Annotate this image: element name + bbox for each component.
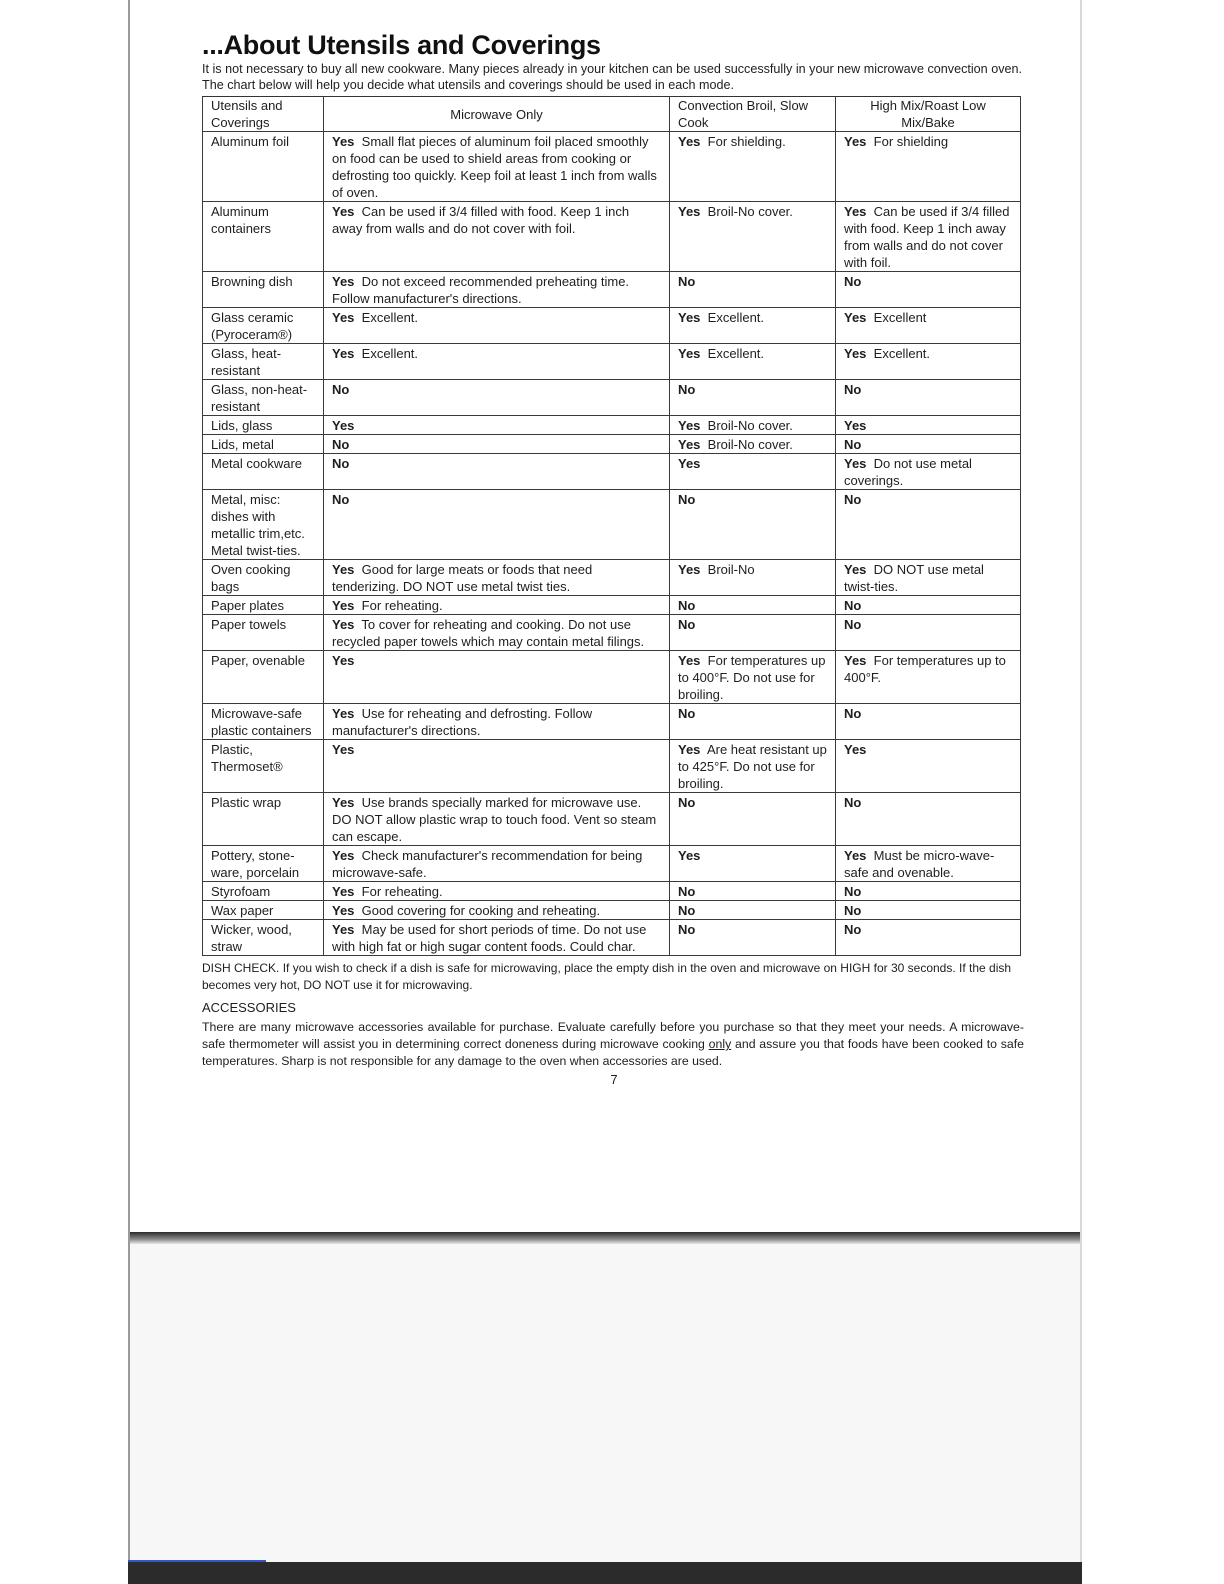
microwave-cell <box>324 344 670 380</box>
mix-cell <box>836 202 1021 272</box>
table-row <box>203 793 1021 846</box>
table-row <box>203 344 1021 380</box>
microwave-cell <box>324 846 670 882</box>
verdict: Yes <box>332 562 355 577</box>
table-row <box>203 416 1021 435</box>
verdict: Yes <box>332 418 355 433</box>
mix-cell <box>836 596 1021 615</box>
dish-check-label: DISH CHECK. <box>202 961 280 975</box>
microwave-cell <box>324 132 670 202</box>
table-row <box>203 454 1021 490</box>
note: Can be used if 3/4 filled with food. Keep 1 inch away from walls and do not cover with foil. <box>844 204 1010 270</box>
microwave-cell <box>324 704 670 740</box>
utensil-name: Plastic wrap <box>203 793 324 846</box>
microwave-cell <box>324 308 670 344</box>
verdict: Yes <box>332 884 355 899</box>
convection-cell <box>670 615 836 651</box>
table-row <box>203 882 1021 901</box>
verdict: Yes <box>678 742 701 757</box>
verdict: No <box>678 617 696 632</box>
convection-cell <box>670 380 836 416</box>
table-row <box>203 846 1021 882</box>
verdict: No <box>678 922 696 937</box>
mix-cell <box>836 793 1021 846</box>
note: Broil-No cover. <box>707 204 793 219</box>
verdict: Yes <box>332 617 355 632</box>
verdict: Yes <box>844 742 867 757</box>
convection-cell <box>670 901 836 920</box>
scan-shadow-band <box>130 1232 1080 1244</box>
note: To cover for reheating and cooking. Do not use recycled paper towels which may contain metal filings. <box>332 617 645 649</box>
utensil-name: Browning dish <box>203 272 324 308</box>
note: For temperatures up to 400°F. Do not use for broiling. <box>678 653 826 702</box>
mix-cell <box>836 901 1021 920</box>
table-row <box>203 132 1021 202</box>
microwave-cell <box>324 596 670 615</box>
verdict: Yes <box>678 456 701 471</box>
utensil-name: Paper, ovenable <box>203 651 324 704</box>
microwave-cell <box>324 651 670 704</box>
microwave-cell <box>324 615 670 651</box>
verdict: Yes <box>844 562 867 577</box>
note: May be used for short periods of time. Do not use with high fat or high sugar content foods. Could char. <box>332 922 647 954</box>
table-row <box>203 615 1021 651</box>
mix-cell <box>836 615 1021 651</box>
mix-cell <box>836 435 1021 454</box>
utensil-name: Glass, non-heat-resistant <box>203 380 324 416</box>
accessories-underlined: only <box>708 1037 732 1051</box>
microwave-cell <box>324 920 670 956</box>
note: Excellent. <box>707 346 765 361</box>
verdict: Yes <box>844 346 867 361</box>
verdict: Yes <box>678 418 701 433</box>
verdict: No <box>678 795 696 810</box>
table-row <box>203 272 1021 308</box>
mix-cell <box>836 651 1021 704</box>
utensil-name: Styrofoam <box>203 882 324 901</box>
verdict: Yes <box>678 562 701 577</box>
verdict: Yes <box>332 903 355 918</box>
verdict: Yes <box>678 310 701 325</box>
microwave-cell <box>324 740 670 793</box>
verdict: No <box>844 706 862 721</box>
table-row <box>203 490 1021 560</box>
verdict: Yes <box>844 418 867 433</box>
accessories-paragraph <box>202 1019 1024 1070</box>
table-row <box>203 920 1021 956</box>
convection-cell <box>670 308 836 344</box>
table-header-row <box>203 97 1021 132</box>
utensil-name: Aluminum foil <box>203 132 324 202</box>
convection-cell <box>670 490 836 560</box>
scan-edge-mark <box>128 1560 266 1562</box>
convection-cell <box>670 651 836 704</box>
note: Are heat resistant up to 425°F. Do not use for broiling. <box>678 742 827 791</box>
note: Check manufacturer's recommendation for being microwave-safe. <box>332 848 643 880</box>
header-convection: Convection Broil, Slow Cook <box>670 97 836 132</box>
verdict: Yes <box>678 437 701 452</box>
verdict: Yes <box>678 848 701 863</box>
microwave-cell <box>324 793 670 846</box>
table-row <box>203 704 1021 740</box>
note: Excellent <box>873 310 927 325</box>
mix-cell <box>836 846 1021 882</box>
utensil-name: Metal cookware <box>203 454 324 490</box>
convection-cell <box>670 596 836 615</box>
microwave-cell <box>324 901 670 920</box>
verdict: No <box>332 437 350 452</box>
utensil-name: Glass ceramic (Pyroceram®) <box>203 308 324 344</box>
note: Use brands specially marked for microwave use. DO NOT allow plastic wrap to touch food. Vent so steam can escape. <box>332 795 657 844</box>
intro-paragraph: It is not necessary to buy all new cookware. Many pieces already in your kitchen can be used successfully in your new microwave convection oven. The chart below will help you decide what utensils and coverings should be used in each mode. <box>202 62 1022 92</box>
verdict: No <box>678 274 696 289</box>
convection-cell <box>670 704 836 740</box>
utensil-name: Paper towels <box>203 615 324 651</box>
verdict: No <box>844 274 862 289</box>
utensil-name: Microwave-safe plastic containers <box>203 704 324 740</box>
convection-cell <box>670 435 836 454</box>
verdict: No <box>844 922 862 937</box>
table-row <box>203 435 1021 454</box>
microwave-cell <box>324 272 670 308</box>
verdict: No <box>678 598 696 613</box>
accessories-heading: ACCESSORIES <box>202 1000 296 1015</box>
mix-cell <box>836 416 1021 435</box>
mix-cell <box>836 272 1021 308</box>
verdict: No <box>844 598 862 613</box>
convection-cell <box>670 272 836 308</box>
utensil-name: Wicker, wood, straw <box>203 920 324 956</box>
note: Do not use metal coverings. <box>844 456 972 488</box>
header-utensils: Utensils and Coverings <box>203 97 324 132</box>
mix-cell <box>836 454 1021 490</box>
convection-cell <box>670 344 836 380</box>
note: For reheating. <box>361 884 443 899</box>
verdict: Yes <box>332 848 355 863</box>
accessories-text-after: and assure you that foods have been cooked to safe temperatures. Sharp is not responsible for any damage to the oven when accessories are used. <box>202 1037 1025 1068</box>
dish-check-text: If you wish to check if a dish is safe for microwaving, place the empty dish in the oven and microwave on HIGH for 30 seconds. If the dish becomes very hot, DO NOT use it for microwaving. <box>202 961 1012 992</box>
table-row <box>203 740 1021 793</box>
microwave-cell <box>324 882 670 901</box>
verdict: No <box>332 492 350 507</box>
verdict: Yes <box>332 346 355 361</box>
note: For reheating. <box>361 598 443 613</box>
microwave-cell <box>324 416 670 435</box>
verdict: No <box>844 437 862 452</box>
page-title: ...About Utensils and Coverings <box>202 30 601 60</box>
dish-check <box>202 960 1024 994</box>
table-body <box>203 132 1021 956</box>
verdict: Yes <box>332 922 355 937</box>
note: DO NOT use metal twist-ties. <box>844 562 984 594</box>
microwave-cell <box>324 380 670 416</box>
mix-cell <box>836 560 1021 596</box>
verdict: Yes <box>678 134 701 149</box>
verdict: Yes <box>678 204 701 219</box>
mix-cell <box>836 380 1021 416</box>
mix-cell <box>836 490 1021 560</box>
convection-cell <box>670 740 836 793</box>
utensil-name: Lids, glass <box>203 416 324 435</box>
note: Must be micro-wave-safe and ovenable. <box>844 848 995 880</box>
verdict: Yes <box>332 742 355 757</box>
note: For shielding <box>873 134 949 149</box>
table-row <box>203 901 1021 920</box>
scan-background <box>130 1232 1080 1584</box>
verdict: No <box>844 795 862 810</box>
convection-cell <box>670 846 836 882</box>
scan-right-edge <box>1080 0 1082 1584</box>
table-row <box>203 596 1021 615</box>
verdict: No <box>678 706 696 721</box>
convection-cell <box>670 454 836 490</box>
table-row <box>203 380 1021 416</box>
verdict: No <box>332 456 350 471</box>
note: Excellent. <box>873 346 931 361</box>
scan-bottom-edge <box>128 1562 1082 1584</box>
utensil-name: Wax paper <box>203 901 324 920</box>
convection-cell <box>670 560 836 596</box>
verdict: No <box>678 903 696 918</box>
verdict: Yes <box>844 653 867 668</box>
note: Good for large meats or foods that need tenderizing. DO NOT use metal twist ties. <box>332 562 593 594</box>
utensil-name: Glass, heat-resistant <box>203 344 324 380</box>
mix-cell <box>836 344 1021 380</box>
verdict: No <box>844 884 862 899</box>
utensils-table <box>202 96 1021 956</box>
microwave-cell <box>324 202 670 272</box>
verdict: No <box>844 903 862 918</box>
verdict: Yes <box>332 310 355 325</box>
verdict: Yes <box>332 598 355 613</box>
table-row <box>203 560 1021 596</box>
utensil-name: Lids, metal <box>203 435 324 454</box>
convection-cell <box>670 202 836 272</box>
mix-cell <box>836 308 1021 344</box>
verdict: No <box>844 382 862 397</box>
verdict: Yes <box>332 134 355 149</box>
note: For shielding. <box>707 134 786 149</box>
convection-cell <box>670 793 836 846</box>
table-row <box>203 308 1021 344</box>
verdict: No <box>844 617 862 632</box>
verdict: Yes <box>332 706 355 721</box>
verdict: No <box>844 492 862 507</box>
microwave-cell <box>324 560 670 596</box>
verdict: No <box>678 382 696 397</box>
mix-cell <box>836 132 1021 202</box>
verdict: Yes <box>844 848 867 863</box>
header-microwave-only: Microwave Only <box>324 97 670 132</box>
verdict: Yes <box>678 653 701 668</box>
verdict: Yes <box>332 274 355 289</box>
note: Can be used if 3/4 filled with food. Keep 1 inch away from walls and do not cover with foil. <box>332 204 630 236</box>
note: Excellent. <box>707 310 765 325</box>
utensil-name: Pottery, stone-ware, porcelain <box>203 846 324 882</box>
verdict: Yes <box>844 204 867 219</box>
mix-cell <box>836 740 1021 793</box>
verdict: Yes <box>844 310 867 325</box>
verdict: Yes <box>332 204 355 219</box>
note: For temperatures up to 400°F. <box>844 653 1006 685</box>
mix-cell <box>836 704 1021 740</box>
note: Broil-No cover. <box>707 418 793 433</box>
utensil-name: Metal, misc: dishes with metallic trim,etc. Metal twist-ties. <box>203 490 324 560</box>
microwave-cell <box>324 435 670 454</box>
microwave-cell <box>324 490 670 560</box>
document-page <box>202 30 1026 1087</box>
verdict: Yes <box>332 795 355 810</box>
convection-cell <box>670 416 836 435</box>
note: Use for reheating and defrosting. Follow manufacturer's directions. <box>332 706 593 738</box>
verdict: Yes <box>844 456 867 471</box>
verdict: Yes <box>844 134 867 149</box>
mix-cell <box>836 882 1021 901</box>
note: Broil-No cover. <box>707 437 793 452</box>
microwave-cell <box>324 454 670 490</box>
header-mix: High Mix/Roast Low Mix/Bake <box>836 97 1021 132</box>
utensil-name: Paper plates <box>203 596 324 615</box>
accessories-text-before: There are many microwave accessories available for purchase. Evaluate carefully before you purchase so that they meet your needs. A microwave-safe thermometer will assist you in determining correct doneness during microwave cooking <box>202 1020 1024 1051</box>
note: Good covering for cooking and reheating. <box>361 903 601 918</box>
verdict: No <box>678 492 696 507</box>
note: Small flat pieces of aluminum foil placed smoothly on food can be used to shield areas from cooking or defrosting too quickly. Keep foil at least 1 inch from walls of oven. <box>332 134 657 200</box>
convection-cell <box>670 920 836 956</box>
mix-cell <box>836 920 1021 956</box>
note: Do not exceed recommended preheating time. Follow manufacturer's directions. <box>332 274 630 306</box>
verdict: No <box>332 382 350 397</box>
convection-cell <box>670 132 836 202</box>
verdict: Yes <box>678 346 701 361</box>
convection-cell <box>670 882 836 901</box>
utensil-name: Plastic, Thermoset® <box>203 740 324 793</box>
table-row <box>203 651 1021 704</box>
verdict: Yes <box>332 653 355 668</box>
note: Excellent. <box>361 310 419 325</box>
utensil-name: Aluminum containers <box>203 202 324 272</box>
table-row <box>203 202 1021 272</box>
note: Excellent. <box>361 346 419 361</box>
utensil-name: Oven cooking bags <box>203 560 324 596</box>
page-number: 7 <box>610 1072 618 1087</box>
verdict: No <box>678 884 696 899</box>
note: Broil-No <box>707 562 755 577</box>
